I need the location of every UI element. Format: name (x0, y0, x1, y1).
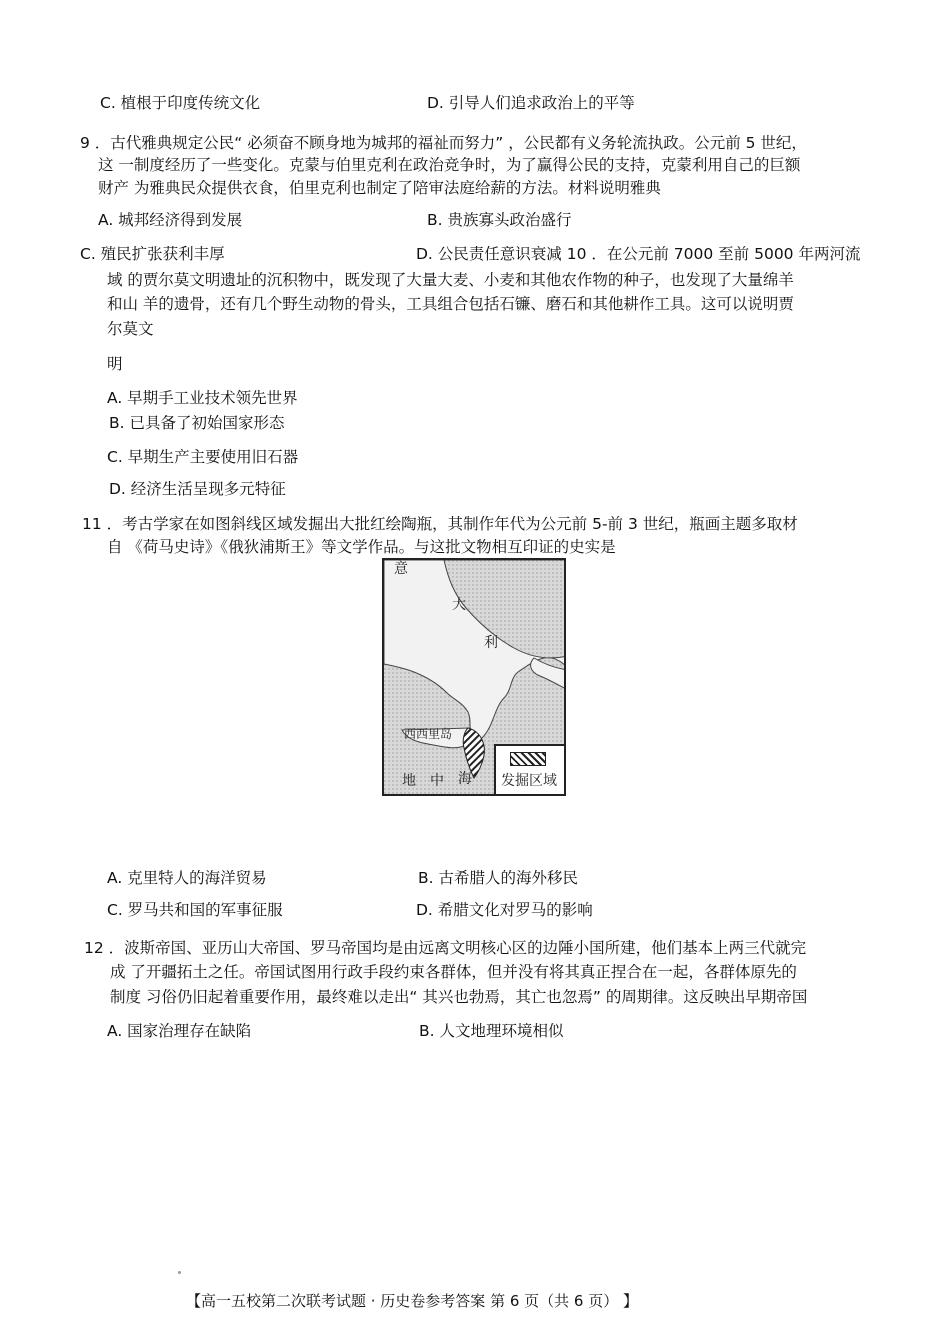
q10-option-c: C. 早期生产主要使用旧石器 (107, 448, 299, 466)
map-label-yi: 意 (394, 561, 408, 577)
q11-stem-line-2: 自 《荷马史诗》《俄狄浦斯王》等文学作品。与这批文物相互印证的史实是 (107, 538, 616, 556)
map-label-sea-zhong: 中 (430, 773, 444, 789)
q10-stem-line-5: 明 (107, 355, 123, 373)
q9-option-b: B. 贵族寡头政治盛行 (427, 211, 572, 229)
q10-option-d: D. 经济生活呈现多元特征 (109, 480, 286, 498)
q11-option-a: A. 克里特人的海洋贸易 (107, 869, 267, 887)
q9-stem-line-1: 9 ．古代雅典规定公民“ 必须奋不顾身地为城邦的福祉而努力” ，公民都有义务轮流执政。公元前 5 世纪， (80, 134, 807, 152)
excavation-map (382, 558, 566, 796)
q10-option-b: B. 已具备了初始国家形态 (109, 414, 285, 432)
q12-stem-line-1: 12 ．波斯帝国、亚历山大帝国、罗马帝国均是由远离文明核心区的边陲小国所建，他们基本上两三代就完 (84, 939, 807, 957)
q11-option-c: C. 罗马共和国的军事征服 (107, 901, 283, 919)
q8-option-d: D. 引导人们追求政治上的平等 (427, 94, 635, 112)
q12-option-a: A. 国家治理存在缺陷 (107, 1022, 252, 1040)
q11-option-b: B. 古希腊人的海外移民 (418, 869, 578, 887)
legend-hatch-swatch (510, 752, 546, 766)
q10-stem-line-4: 尔莫文 (107, 320, 154, 338)
page-footer: 【高一五校第二次联考试题 · 历史卷参考答案 第 6 页（共 6 页） 】 (186, 1292, 639, 1310)
q10-stem-line-3: 和山 羊的遗骨，还有几个野生动物的骨头，工具组合包括石镰、磨石和其他耕作工具。这可以说明贾 (107, 295, 794, 313)
q9-stem-line-2: 这 一制度经历了一些变化。克蒙与伯里克利在政治竞争时，为了赢得公民的支持，克蒙利用自己的巨额 (98, 156, 801, 174)
map-label-sicily: 西西里岛 (404, 727, 453, 741)
q9-option-c: C. 殖民扩张获利丰厚 (80, 245, 225, 263)
map-label-da: 大 (452, 597, 466, 613)
q10-option-a: A. 早期手工业技术领先世界 (107, 389, 298, 407)
q11-stem-line-1: 11 ．考古学家在如图斜线区域发掘出大批红绘陶瓶，其制作年代为公元前 5-前 3 世纪，瓶画主题多取材 (82, 515, 798, 533)
legend-label: 发掘区域 (501, 773, 557, 789)
q10-stem-line-2: 域 的贾尔莫文明遗址的沉积物中，既发现了大量大麦、小麦和其他农作物的种子，也发现了大量绵羊 (107, 271, 794, 289)
map-legend (494, 744, 566, 796)
q12-option-b: B. 人文地理环境相似 (419, 1022, 564, 1040)
map-label-sea-di: 地 (402, 773, 416, 789)
q8-option-c: C. 植根于印度传统文化 (100, 94, 261, 112)
q9-option-a: A. 城邦经济得到发展 (98, 211, 243, 229)
map-label-sea-hai: 海 (458, 771, 472, 787)
q9-option-d-q10-start: D. 公民责任意识衰减 10 ．在公元前 7000 至前 5000 年两河流 (416, 245, 861, 263)
q9-stem-line-3: 财产 为雅典民众提供衣食，伯里克利也制定了陪审法庭给薪的方法。材料说明雅典 (98, 179, 661, 197)
q12-stem-line-3: 制度 习俗仍旧起着重要作用，最终难以走出“ 其兴也勃焉，其亡也忽焉” 的周期律。这反映出早期帝国 (110, 988, 808, 1006)
q11-option-d: D. 希腊文化对罗马的影响 (416, 901, 593, 919)
q12-stem-line-2: 成 了开疆拓土之任。帝国试图用行政手段约束各群体，但并没有将其真正捏合在一起，各群体原先的 (110, 963, 797, 981)
footer-mark (178, 1271, 181, 1274)
map-label-li: 利 (484, 635, 498, 651)
